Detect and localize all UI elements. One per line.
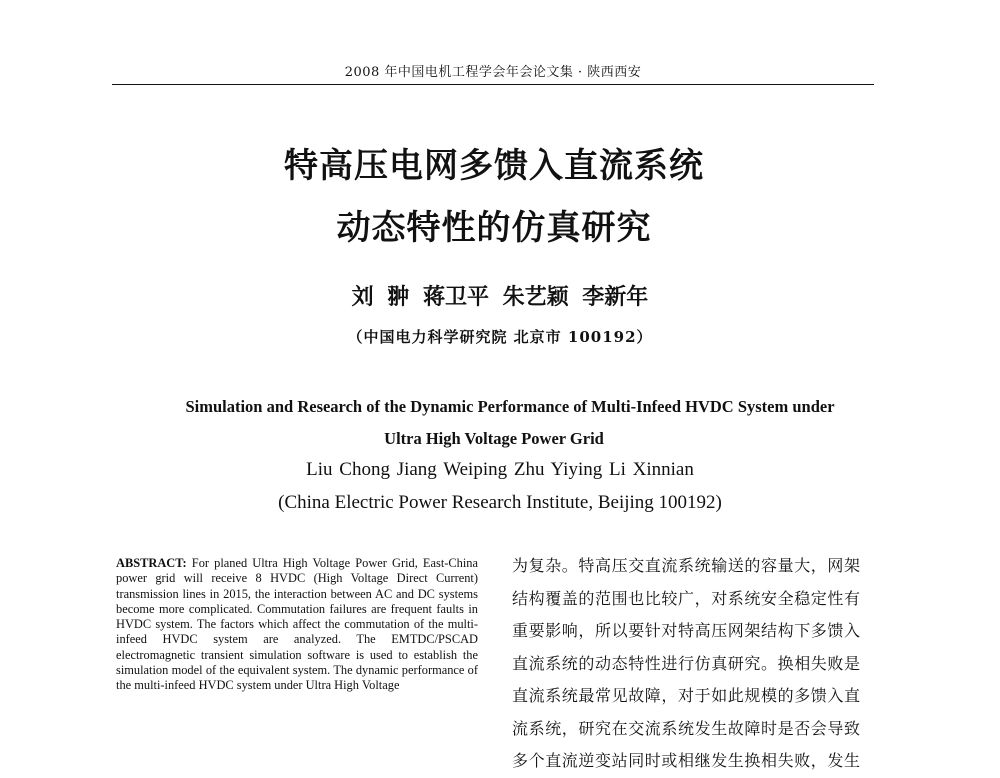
- authors-en: Liu Chong Jiang Weiping Zhu Yiying Li Xinnian: [306, 459, 694, 480]
- body-line: 重要影响，所以要针对特高压网架结构下多馈入: [512, 621, 861, 640]
- body-line: 多个直流逆变站同时或相继发生换相失败，发生: [512, 751, 861, 770]
- body-line: 直流系统最常见故障，对于如此规模的多馈入直: [512, 686, 861, 705]
- body-text-cn: [512, 550, 880, 778]
- body-line: 为复杂。特高压交直流系统输送的容量大，网架: [512, 556, 861, 575]
- affiliation-cn: （中国电力科学研究院 北京市 100192）: [347, 328, 653, 346]
- paper-title-en-line2: Ultra High Voltage Power Grid: [384, 429, 604, 448]
- header-rule: [112, 84, 874, 85]
- body-line: 结构覆盖的范围也比较广，对系统安全稳定性有: [512, 588, 861, 608]
- paper-title-cn-line1: 特高压电网多馈入直流系统: [284, 146, 704, 186]
- affiliation-en: (China Electric Power Research Institute, Beijing 100192): [278, 492, 722, 513]
- abstract-text: For planed Ultra High Voltage Power Grid, East-China power grid will receive 8 HVDC (High Voltage Direct Current) transmission lines in 2015, the interaction between AC and DC systems become more complicated. Commutation failures are frequent faults in HVDC system. The factors which affect the commutation of the multi-infeed HVDC system are analyzed. The EMTDC/PSCAD electromagnetic transient simulation software is used to establish the simulation model of the equivalent system. The dynamic performance of the multi-infeed HVDC system under Ultra High Voltage: [116, 556, 478, 693]
- running-header: 2008 年中国电机工程学会年会论文集 · 陕西西安: [344, 65, 642, 80]
- body-line: 流系统，研究在交流系统发生故障时是否会导致: [512, 718, 861, 738]
- body-line: 直流系统的动态特性进行仿真研究。换相失败是: [512, 653, 861, 673]
- paper-title-cn-line2: 动态特性的仿真研究: [336, 208, 652, 248]
- paper-title-en-line1: Simulation and Research of the Dynamic Performance of Multi-Infeed HVDC System under: [185, 397, 835, 416]
- abstract-en: [116, 556, 478, 694]
- abstract-label: ABSTRACT:: [116, 556, 187, 570]
- authors-cn: 刘 翀 蒋卫平 朱艺颖 李新年: [351, 284, 649, 310]
